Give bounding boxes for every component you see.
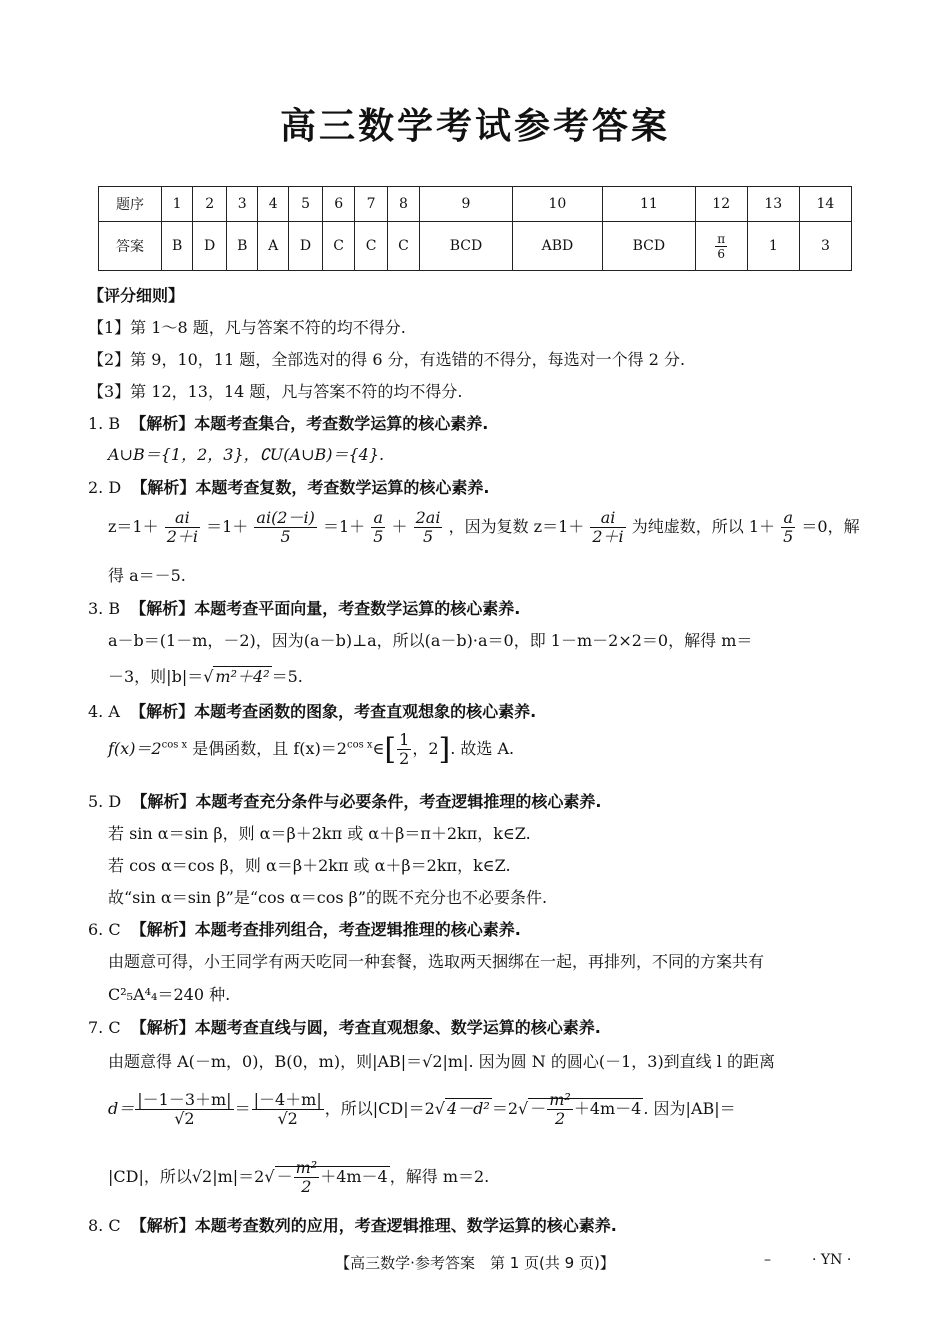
q7-line3: |CD|，所以√2|m|＝2√ － $\frac{\text{m²}}{2}$ ＋4m－4 ，解得 m＝2. [108,1158,490,1196]
table-header-answer: 答案 [99,222,162,271]
fraction: $\frac{1}{2}$ [399,730,410,768]
rules-heading: 【评分细则】 [88,286,185,305]
rule-1: 【1】第 1～8 题，凡与答案不符的均不得分. [88,318,406,337]
table-cell: 14 [799,187,851,222]
table-cell: 3 [799,222,851,271]
table-cell: B [162,222,193,271]
table-cell: 13 [747,187,799,222]
table-row-numbers [99,187,852,222]
fraction: $\frac{2ai}{5}$ [415,508,441,546]
fraction: $\frac{a}{5}$ [783,508,794,546]
q1-body: A∪B＝{1，2，3}，∁U(A∪B)＝{4}. [108,445,385,464]
q2-equation: z＝1＋ $\frac{ai}{2+i}$ ＝1＋ $\frac{ai(2-i)}{5}$ ＝1＋ $\frac{a}{5}$ ＋ $\frac{2ai}{5}$ ，因为复数 z＝1＋ $\frac{ai}{2+i}$ 为纯虚数，所以 1＋ $\frac{a}{5}$ ＝0，解 [108,508,860,546]
q5-line3: 故“sin α＝sin β”是“cos α＝cos β”的既不充分也不必要条件. [108,888,548,907]
rule-3: 【3】第 12，13，14 题，凡与答案不符的均不得分. [88,382,463,401]
answer-fraction: $\frac{\pi}{6}$ [717,231,726,261]
table-cell: 9 [420,187,513,222]
table-cell: C [322,222,354,271]
table-cell: C [355,222,387,271]
fraction: $\frac{\text{m²}}{2}$ [549,1090,571,1128]
q5-heading: 5. D 【解析】本题考查充分条件与必要条件，考查逻辑推理的核心素养. [88,792,602,811]
table-cell: 5 [289,187,323,222]
table-row-answers [99,222,852,271]
fraction: $\frac{ai}{2+i}$ [592,508,624,546]
table-cell: 10 [512,187,602,222]
table-cell-fraction [695,222,747,271]
q2-result: 得 a＝－5. [108,566,186,585]
sqrt-expression: － $\frac{\text{m²}}{2}$ ＋4m－4 [276,1158,388,1196]
table-cell: BCD [603,222,696,271]
rule-2: 【2】第 9，10，11 题，全部选对的得 6 分，有选错的不得分，每选对一个得 2 分. [88,350,686,369]
table-cell: 12 [695,187,747,222]
table-cell: 1 [162,187,193,222]
sqrt-expression: － $\frac{\text{m²}}{2}$ ＋4m－4 [530,1090,642,1128]
answer-table [98,186,852,271]
q7-line2: d＝ $\frac{|-1-3+m|}{√2}$ ＝ $\frac{|-4+m|}{√2}$ ，所以|CD|＝2√ 4－d² ＝2√ － $\frac{\text{m²}}{2}$ ＋4m－4 . 因为|AB|＝ [108,1090,736,1128]
table-cell: BCD [420,222,513,271]
table-cell: ABD [512,222,602,271]
fraction: $\frac{ai(2-i)}{5}$ [256,508,315,546]
fraction: $\frac{\text{m²}}{2}$ [295,1158,318,1196]
q3-line1: a－b＝(1－m，－2)，因为(a－b)⊥a，所以(a－b)·a＝0，即 1－m－2×2＝0，解得 m＝ [108,631,753,650]
fraction: $\frac{ai}{2+i}$ [166,508,199,546]
q7-heading: 7. C 【解析】本题考查直线与圆，考查直观想象、数学运算的核心素养. [88,1018,601,1037]
q5-line1: 若 sin α＝sin β，则 α＝β＋2kπ 或 α＋β＝π＋2kπ，k∈Z. [108,824,531,843]
page-footer: 【高三数学·参考答案 第 1 页(共 9 页)】 [335,1254,615,1272]
table-cell: D [289,222,323,271]
fraction: $\frac{a}{5}$ [373,508,384,546]
q3-heading: 3. B 【解析】本题考查平面向量，考查数学运算的核心素养. [88,599,521,618]
q5-line2: 若 cos α＝cos β，则 α＝β＋2kπ 或 α＋β＝2kπ，k∈Z. [108,856,511,875]
table-cell: D [193,222,227,271]
q3-line2: －3，则|b|＝√ m²＋4² ＝5. [108,667,303,686]
footer-code: · YN · [812,1252,852,1268]
fraction: $\frac{|-4+m|}{√2}$ [253,1090,322,1128]
table-cell: C [387,222,419,271]
page-title: 高三数学考试参考答案 [279,106,670,147]
table-cell: A [258,222,289,271]
q4-heading: 4. A 【解析】本题考查函数的图象，考查直观想象的核心素养. [88,702,537,721]
table-cell: 4 [258,187,289,222]
footer-dash: – [764,1252,771,1268]
q6-line1: 由题意可得，小王同学有两天吃同一种套餐，选取两天捆绑在一起，再排列，不同的方案共有 [108,952,765,971]
fraction: $\frac{|-1-3+m|}{√2}$ [137,1090,232,1128]
table-cell: 6 [322,187,354,222]
table-cell: 1 [747,222,799,271]
table-cell: 3 [227,187,258,222]
q1-heading: 1. B 【解析】本题考查集合，考查数学运算的核心素养. [88,414,489,433]
q6-heading: 6. C 【解析】本题考查排列组合，考查逻辑推理的核心素养. [88,920,521,939]
q7-line1: 由题意得 A(－m，0)，B(0，m)，则|AB|＝√2|m|. 因为圆 N 的圆心(－1，3)到直线 l 的距离 [108,1052,775,1071]
table-cell: B [227,222,258,271]
table-cell: 2 [193,187,227,222]
table-header-number: 题序 [99,187,162,222]
table-cell: 11 [603,187,696,222]
table-cell: 8 [387,187,419,222]
q2-heading: 2. D 【解析】本题考查复数，考查数学运算的核心素养. [88,478,490,497]
q6-line2: C²₅A⁴₄＝240 种. [108,985,231,1004]
q4-equation: $f(x)=2^{cos x}$ 是偶函数，且 $f(x)=2^{cos x}\in$[ $\frac{1}{2}$ ，2]. 故选 A. [108,730,515,768]
q8-heading: 8. C 【解析】本题考查数列的应用，考查逻辑推理、数学运算的核心素养. [88,1216,617,1235]
table-cell: 7 [355,187,387,222]
